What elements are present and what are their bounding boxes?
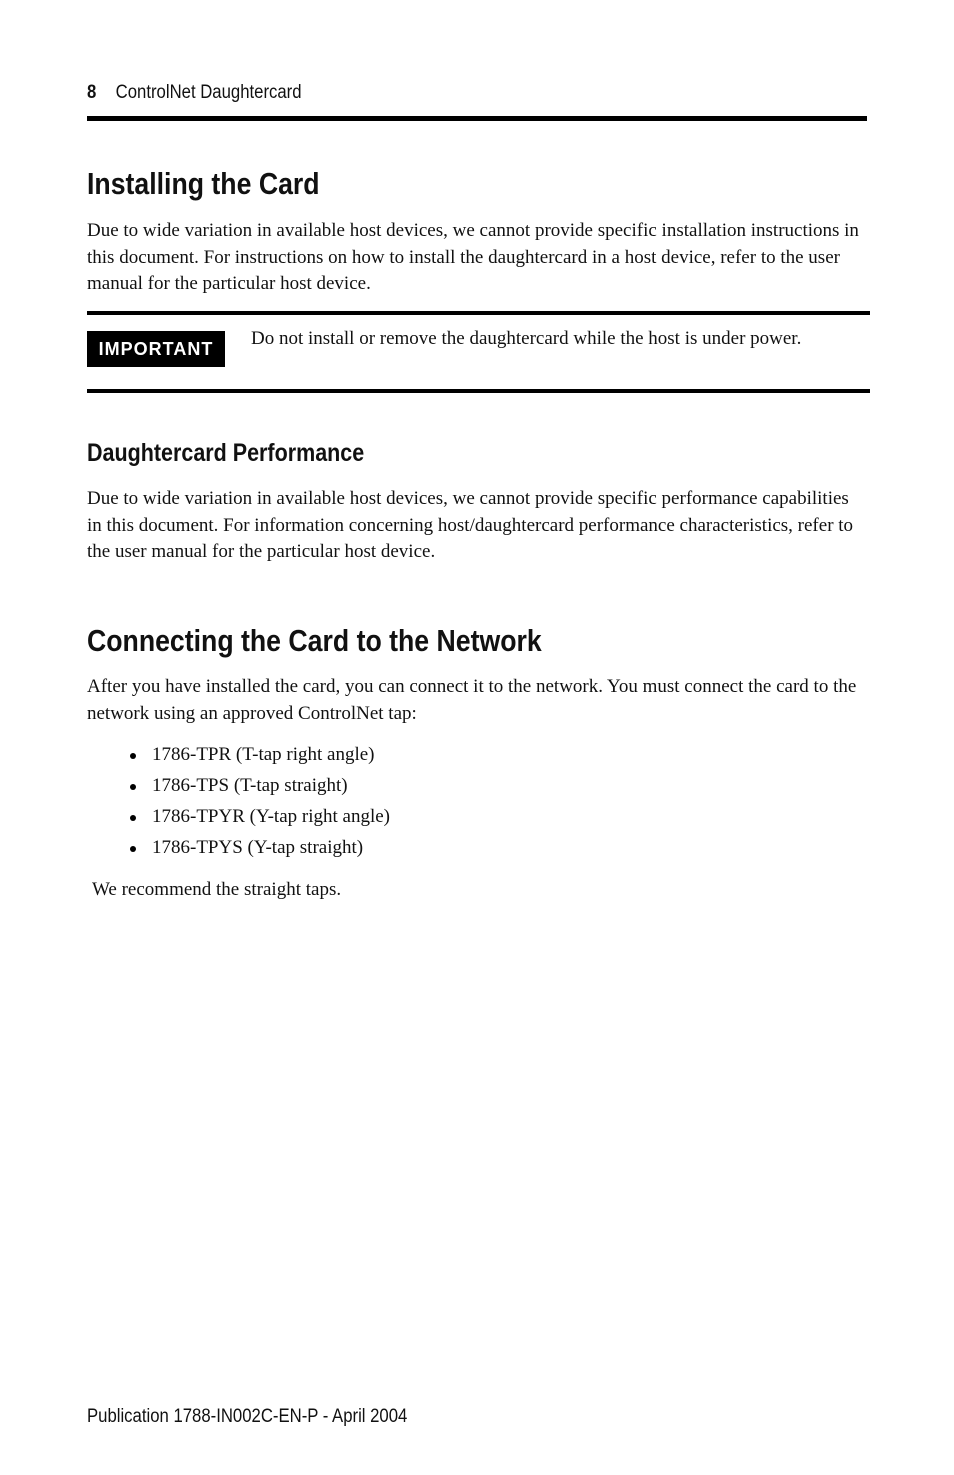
- connecting-body: After you have installed the card, you can connect it to the network. You must connect the card to the network using an approved ControlNet tap:: [87, 676, 857, 724]
- performance-body: Due to wide variation in available host devices, we cannot provide specific performance capabilities in this document. For information concerning host/daughtercard performance characteristics, refer to the user manual for the particular host device.: [87, 488, 854, 562]
- bullet-icon: [130, 753, 136, 759]
- recommendation-text: We recommend the straight taps.: [92, 879, 342, 900]
- installing-body: Due to wide variation in available host devices, we cannot provide specific installation instructions in this document. For instructions on how to install the daughtercard in a host device, refer to the user manual for the particular host device.: [87, 220, 859, 294]
- bullet-icon: [130, 846, 136, 852]
- tap-list: [130, 742, 390, 866]
- important-text: Do not install or remove the daughtercard while the host is under power.: [251, 328, 802, 349]
- bullet-icon: [130, 784, 136, 790]
- performance-heading: Daughtercard Performance: [87, 439, 365, 467]
- header-title: ControlNet Daughtercard: [115, 82, 302, 103]
- important-top-rule: [87, 311, 870, 315]
- tap-item-text: 1786-TPYS (Y-tap straight): [152, 837, 364, 858]
- tap-item-text: 1786-TPS (T-tap straight): [152, 775, 348, 796]
- header-rule: [87, 116, 867, 121]
- page-footer: Publication 1788-IN002C-EN-P - April 2004: [87, 1406, 408, 1427]
- connecting-heading: Connecting the Card to the Network: [87, 623, 542, 658]
- important-badge: IMPORTANT: [87, 331, 225, 367]
- installing-heading: Installing the Card: [87, 166, 320, 201]
- list-item: [130, 773, 390, 804]
- tap-item-text: 1786-TPYR (Y-tap right angle): [152, 806, 390, 827]
- list-item: [130, 804, 390, 835]
- important-bottom-rule: [87, 389, 870, 393]
- list-item: [130, 835, 390, 866]
- list-item: [130, 742, 390, 773]
- bullet-icon: [130, 815, 136, 821]
- tap-item-text: 1786-TPR (T-tap right angle): [152, 744, 375, 765]
- page-header: [87, 82, 302, 104]
- page-number: 8: [87, 82, 97, 103]
